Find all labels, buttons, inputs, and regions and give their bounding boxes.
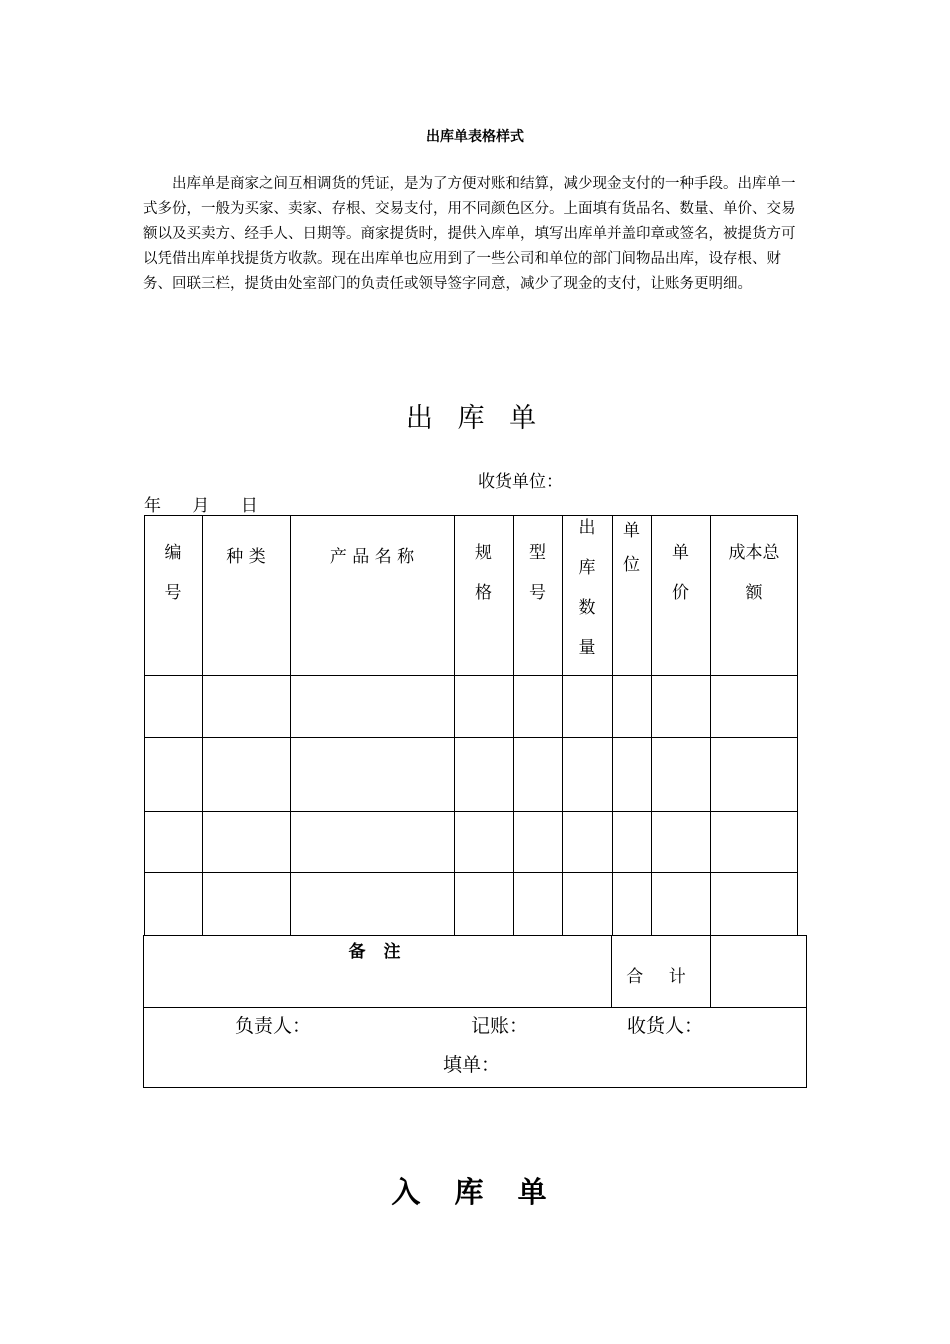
header-unit-char: 单 bbox=[623, 521, 640, 541]
signature-responsible: 负责人： bbox=[235, 1015, 312, 1037]
remark-label: 备 注 bbox=[348, 942, 407, 962]
table-row[interactable] bbox=[145, 873, 797, 935]
date-day: 日 bbox=[240, 496, 258, 516]
header-unit-char: 位 bbox=[623, 555, 640, 575]
header-spec bbox=[454, 533, 513, 613]
header-product-name: 产 品 名 称 bbox=[329, 547, 415, 567]
header-unit bbox=[612, 514, 651, 582]
total-value-field[interactable] bbox=[711, 936, 806, 1007]
document-title: 出库单表格样式 bbox=[426, 129, 524, 145]
header-spec-char: 格 bbox=[475, 583, 492, 603]
header-total-cost-line: 成本总 bbox=[728, 543, 780, 563]
signature-preparer: 填单： bbox=[443, 1054, 501, 1076]
header-quantity-char: 数 bbox=[578, 598, 596, 618]
header-unit-price-char: 价 bbox=[672, 583, 689, 603]
header-spec-char: 规 bbox=[475, 543, 492, 563]
header-quantity bbox=[562, 508, 612, 668]
header-quantity-char: 出 bbox=[578, 518, 596, 538]
date-year: 年 bbox=[144, 496, 161, 516]
header-number-char: 编 bbox=[164, 543, 182, 563]
header-unit-price bbox=[651, 533, 710, 613]
header-total-cost bbox=[710, 533, 798, 613]
outbound-form-title: 出 库 单 bbox=[405, 403, 545, 434]
header-unit-price-char: 单 bbox=[672, 543, 689, 563]
header-model-char: 号 bbox=[529, 583, 546, 603]
intro-text: 出库单是商家之间互相调货的凭证，是为了方便对账和结算，减少现金支付的一种手段。出库单一式多份，一般为买家、卖家、存根、交易支付，用不同颜色区分。上面填有货品名、数量、单价、交易额以及买卖方、经手人、日期等。商家提货时，提供入库单，填写出库单并盖印章或签名，被提货方可以凭借出库单找提货方收款。现在出库单也应用到了一些公司和单位的部门间物品出库，设存根、财务、回联三栏，提货由处室部门的负责任或领导签字同意，减少了现金的支付，让账务更明细。 bbox=[143, 176, 796, 292]
table-row[interactable] bbox=[145, 812, 797, 872]
header-quantity-char: 量 bbox=[578, 638, 596, 658]
header-number-char: 号 bbox=[164, 583, 182, 603]
header-category: 种 类 bbox=[226, 547, 266, 567]
header-quantity-char: 库 bbox=[578, 558, 596, 578]
signature-receiver: 收货人： bbox=[627, 1015, 704, 1037]
header-total-cost-line: 额 bbox=[745, 583, 763, 603]
table-row[interactable] bbox=[145, 676, 797, 737]
receiving-unit-label: 收货单位： bbox=[478, 472, 563, 492]
header-model bbox=[513, 533, 562, 613]
signature-bookkeeper: 记账： bbox=[471, 1015, 529, 1037]
header-number bbox=[144, 533, 202, 613]
inbound-form-title: 入 库 单 bbox=[391, 1175, 559, 1209]
total-label: 合 计 bbox=[626, 967, 696, 987]
date-month: 月 bbox=[192, 496, 210, 516]
table-row[interactable] bbox=[145, 738, 797, 811]
header-model-char: 型 bbox=[529, 543, 546, 563]
